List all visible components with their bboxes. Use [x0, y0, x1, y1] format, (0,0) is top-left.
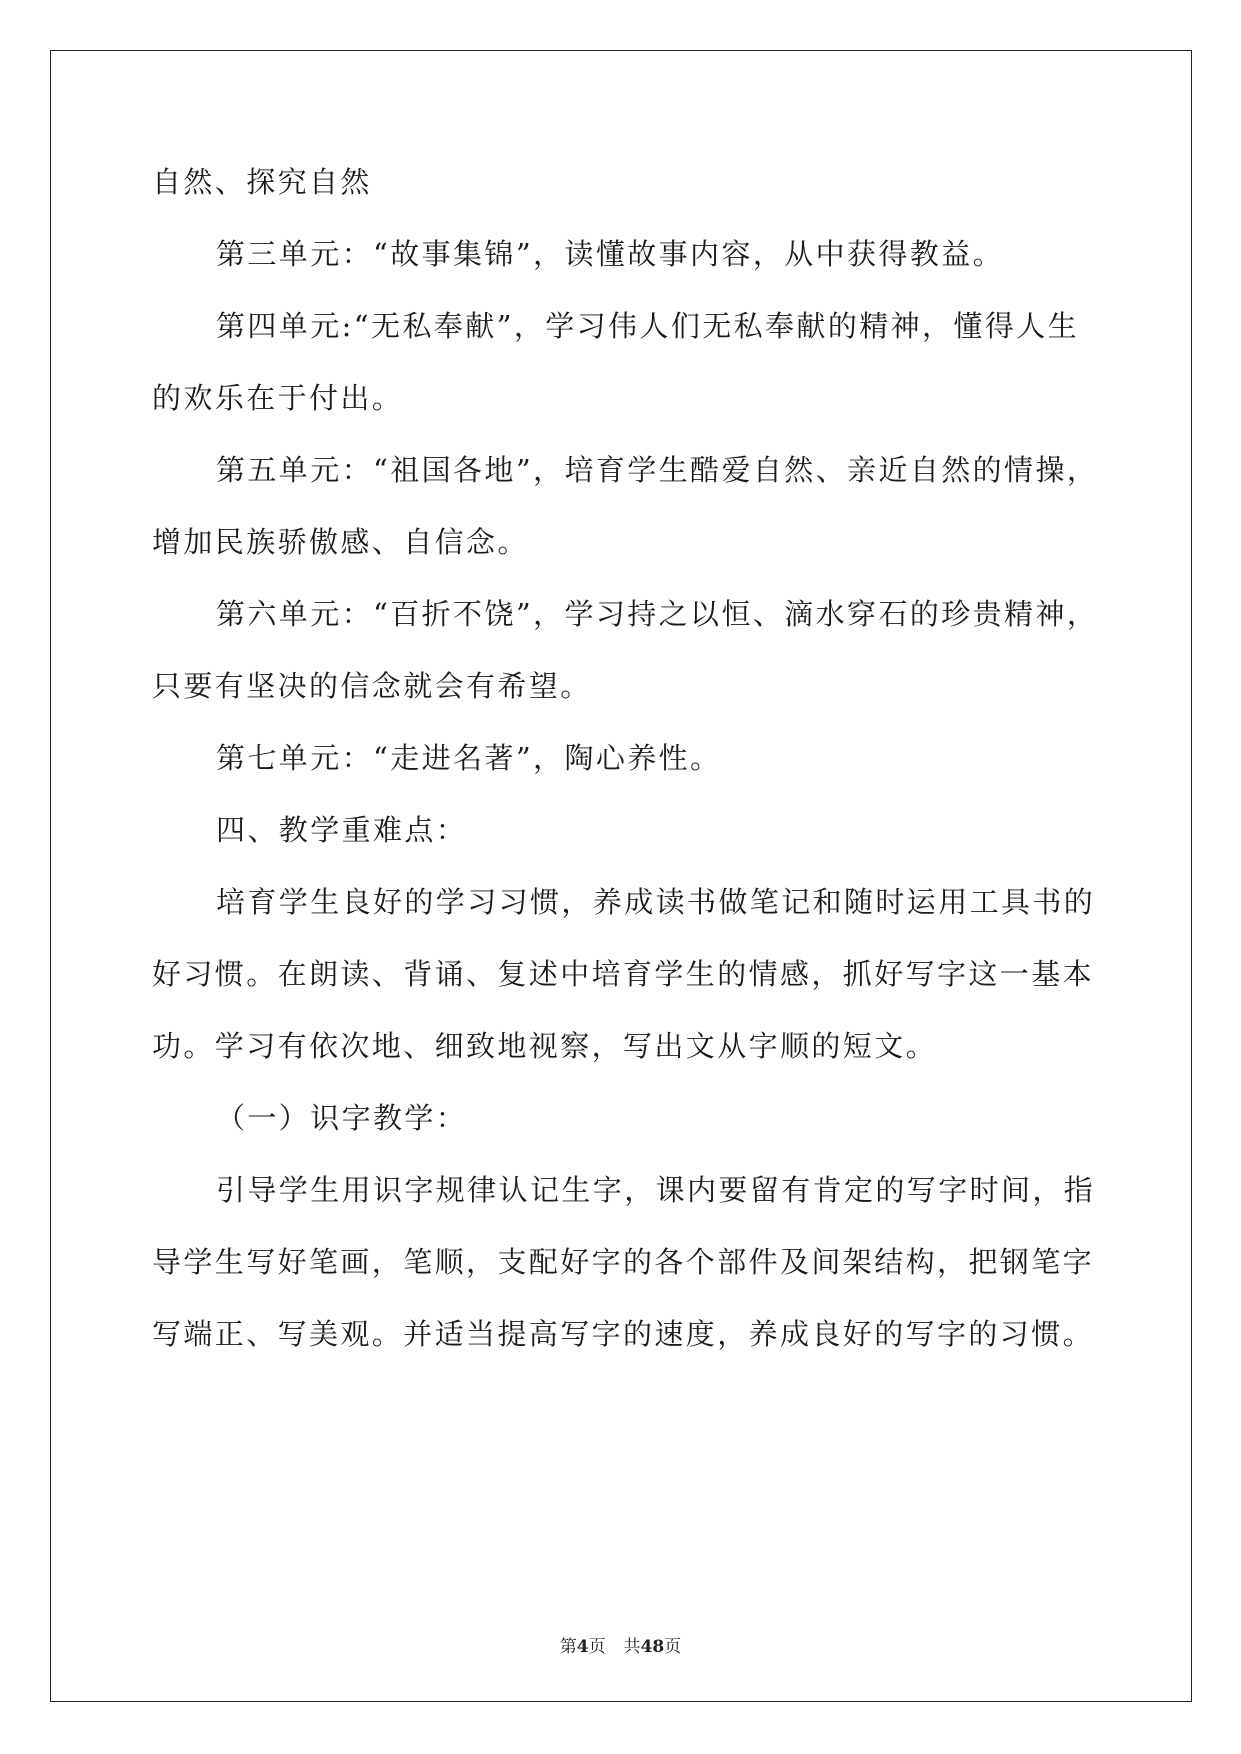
text-line: 写端正、写美观。并适当提高写字的速度，养成良好的写字的习惯。 — [152, 1317, 1095, 1351]
text-line: 只要有坚决的信念就会有希望。 — [152, 669, 592, 703]
text-line: 的欢乐在于付出。 — [152, 381, 404, 415]
section-heading: 四、教学重难点： — [216, 813, 468, 847]
text-line: 导学生写好笔画，笔顺，支配好字的各个部件及间架结构，把钢笔字 — [152, 1245, 1095, 1279]
footer-page-suffix: 页 — [588, 1637, 606, 1657]
page-footer — [0, 1632, 1241, 1657]
text-line: 第四单元:“无私奉献”，学习伟人们无私奉献的精神，懂得人生 — [216, 309, 1080, 343]
text-line: 第五单元：“祖国各地”，培育学生酷爱自然、亲近自然的情操， — [216, 453, 1099, 487]
total-page-count: 48 — [640, 1637, 665, 1657]
footer-prefix: 第 — [559, 1637, 577, 1657]
page-border — [50, 50, 1192, 1702]
text-line: 培育学生良好的学习习惯，养成读书做笔记和随时运用工具书的 — [216, 885, 1096, 919]
current-page-number: 4 — [576, 1637, 589, 1657]
text-line: 引导学生用识字规律认记生字，课内要留有肯定的写字时间，指 — [216, 1173, 1096, 1207]
text-line: 好习惯。在朗读、背诵、复述中培育学生的情感，抓好写字这一基本 — [152, 957, 1095, 991]
subsection-heading: （一）识字教学： — [216, 1101, 468, 1135]
text-line: 增加民族骄傲感、自信念。 — [152, 525, 529, 559]
text-line: 第三单元：“故事集锦”，读懂故事内容，从中获得教益。 — [216, 237, 1005, 271]
text-line: 第六单元：“百折不饶”，学习持之以恒、滴水穿石的珍贵精神， — [216, 597, 1099, 631]
footer-total-suffix: 页 — [664, 1637, 682, 1657]
text-line: 功。学习有依次地、细致地视察，写出文从字顺的短文。 — [152, 1029, 938, 1063]
text-line: 自然、探究自然 — [152, 165, 372, 199]
footer-total-prefix: 共 — [623, 1637, 641, 1657]
text-line: 第七单元：“走进名著”，陶心养性。 — [216, 741, 722, 775]
